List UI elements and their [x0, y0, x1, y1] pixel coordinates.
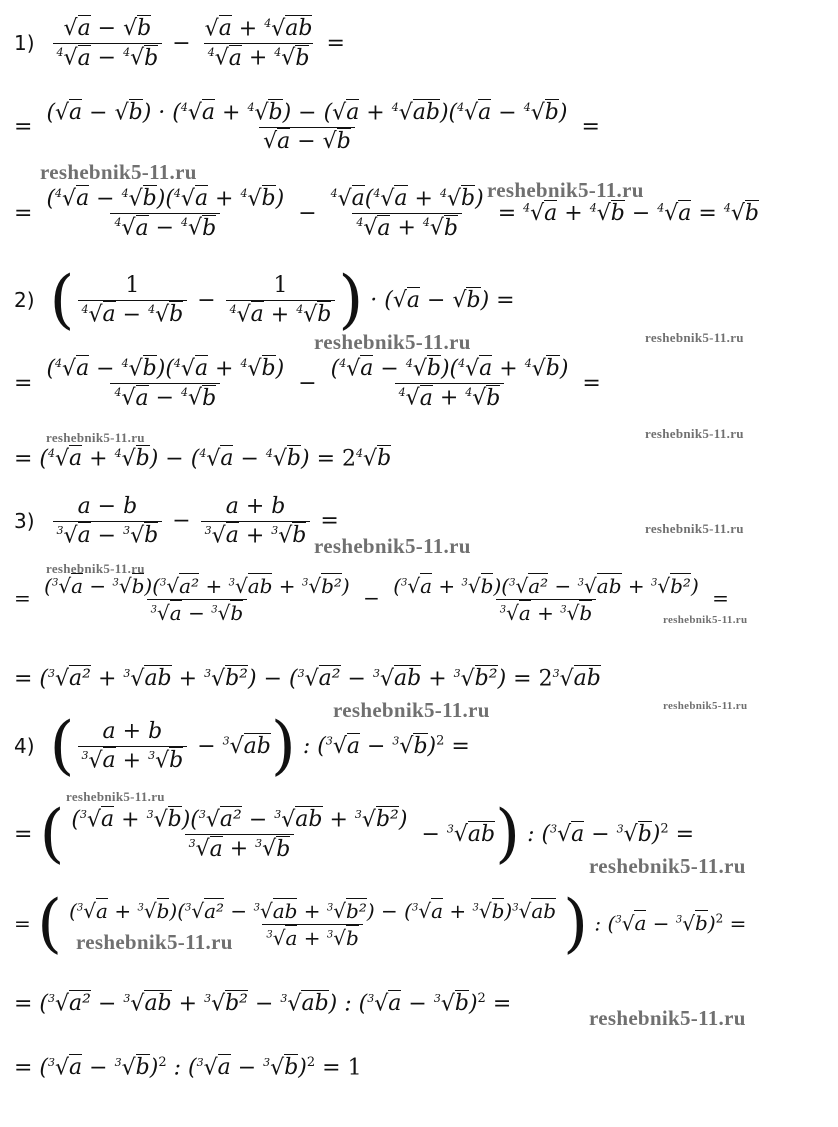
p4-line3: = ( $\frac{(^3√a + ^3√b)(^3√a^2 - ^3√ab + ^3√b^2) - (^3√a + ^3√b)^3√ab}{^3√a + ^3√b}$ ) : $(^3√a - ^3√b)^2$ =	[14, 887, 747, 961]
p1-line1: 1) $\frac{√a - √b}{^4√a - ^4√b}$ − $\frac{√a + ^4√ab}{^4√a + ^4√b}$ =	[14, 16, 345, 71]
watermark: reshebnik5-11.ru	[645, 521, 744, 536]
p3-line1: 3) $\frac{a - b}{^3√a - ^3√b}$ − $\frac{a + b}{^3√a + ^3√b}$ =	[14, 494, 339, 549]
problem-number: 2)	[14, 287, 35, 312]
watermark: reshebnik5-11.ru	[46, 430, 145, 445]
p3-line3: = $(^3√a^2 + ^3√ab + ^3√b^2) - (^3√a^2 - ^3√ab + ^3√b^2) = 2^3√ab$	[14, 666, 601, 692]
watermark: reshebnik5-11.ru	[46, 561, 145, 576]
p4-line5: = $(^3√a - ^3√b)^2$ : $(^3√a - ^3√b)^2 = 1$	[14, 1055, 362, 1081]
p2-line1: 2) ( $\frac{1}{^4√a - ^4√b}$ − $\frac{1}{^4√a + ^4√b}$ ) · (√a − √b) =	[14, 263, 515, 337]
watermark: reshebnik5-11.ru	[589, 854, 746, 878]
p4-line2: = ( $\frac{(^3√a + ^3√b)(^3√a^2 - ^3√ab + ^3√b^2)}{^3√a + ^3√b}$ − $^3$√ab) : $(^3√a - ^3√b)^2$ =	[14, 797, 695, 871]
p1-line3: = $\frac{(^4√a - ^4√b)(^4√a + ^4√b)}{^4√a - ^4√b}$ − $\frac{^4√a(^4√a + ^4√b)}{^4√a + ^4√b}$ = $^4$√a + $^4$√b − $^4$√a = $^4$√b	[14, 186, 759, 241]
p4-line4: = ($^3$√a² − $^3$√ab + $^3$√b² − $^3$√ab) : $(^3√a - ^3√b)^2$ =	[14, 991, 512, 1017]
p1-line2: = $\frac{(√a - √b) \cdot (^4√a + ^4√b) - (√a + ^4√ab)(^4√a - ^4√b)}{√a - √b}$ =	[14, 100, 600, 155]
watermark: reshebnik5-11.ru	[333, 698, 490, 722]
p2-line3: = $(^4√a + ^4√b) - (^4√a - ^4√b) = 2^4√b$	[14, 446, 392, 472]
p3-line2: = $\frac{(^3√a - ^3√b)(^3√a^2 + ^3√ab + ^3√b^2)}{^3√a - ^3√b}$ − $\frac{(^3√a + ^3√b)(^3√a^2 - ^3√ab + ^3√b^2)}{^3√a + ^3√b}$ =	[14, 574, 729, 625]
p2-line2: = $\frac{(^4√a - ^4√b)(^4√a + ^4√b)}{^4√a - ^4√b}$ − $\frac{(^4√a - ^4√b)(^4√a + ^4√b)}{^4√a + ^4√b}$ =	[14, 356, 601, 411]
watermark: reshebnik5-11.ru	[76, 930, 233, 954]
watermark: reshebnik5-11.ru	[645, 330, 744, 345]
watermark: reshebnik5-11.ru	[645, 426, 744, 441]
watermark: reshebnik5-11.ru	[663, 614, 748, 626]
p4-line1: 4) ( $\frac{a + b}{^3√a + ^3√b}$ − $^3$√ab) : $(^3√a - ^3√b)^2$ =	[14, 709, 470, 783]
problem-number: 3)	[14, 508, 35, 533]
watermark: reshebnik5-11.ru	[663, 700, 748, 712]
watermark: reshebnik5-11.ru	[487, 178, 644, 202]
watermark: reshebnik5-11.ru	[314, 330, 471, 354]
watermark: reshebnik5-11.ru	[314, 534, 471, 558]
watermark: reshebnik5-11.ru	[40, 160, 197, 184]
problem-number: 4)	[14, 733, 35, 758]
watermark: reshebnik5-11.ru	[589, 1006, 746, 1030]
problem-number: 1)	[14, 30, 35, 55]
watermark: reshebnik5-11.ru	[66, 789, 165, 804]
